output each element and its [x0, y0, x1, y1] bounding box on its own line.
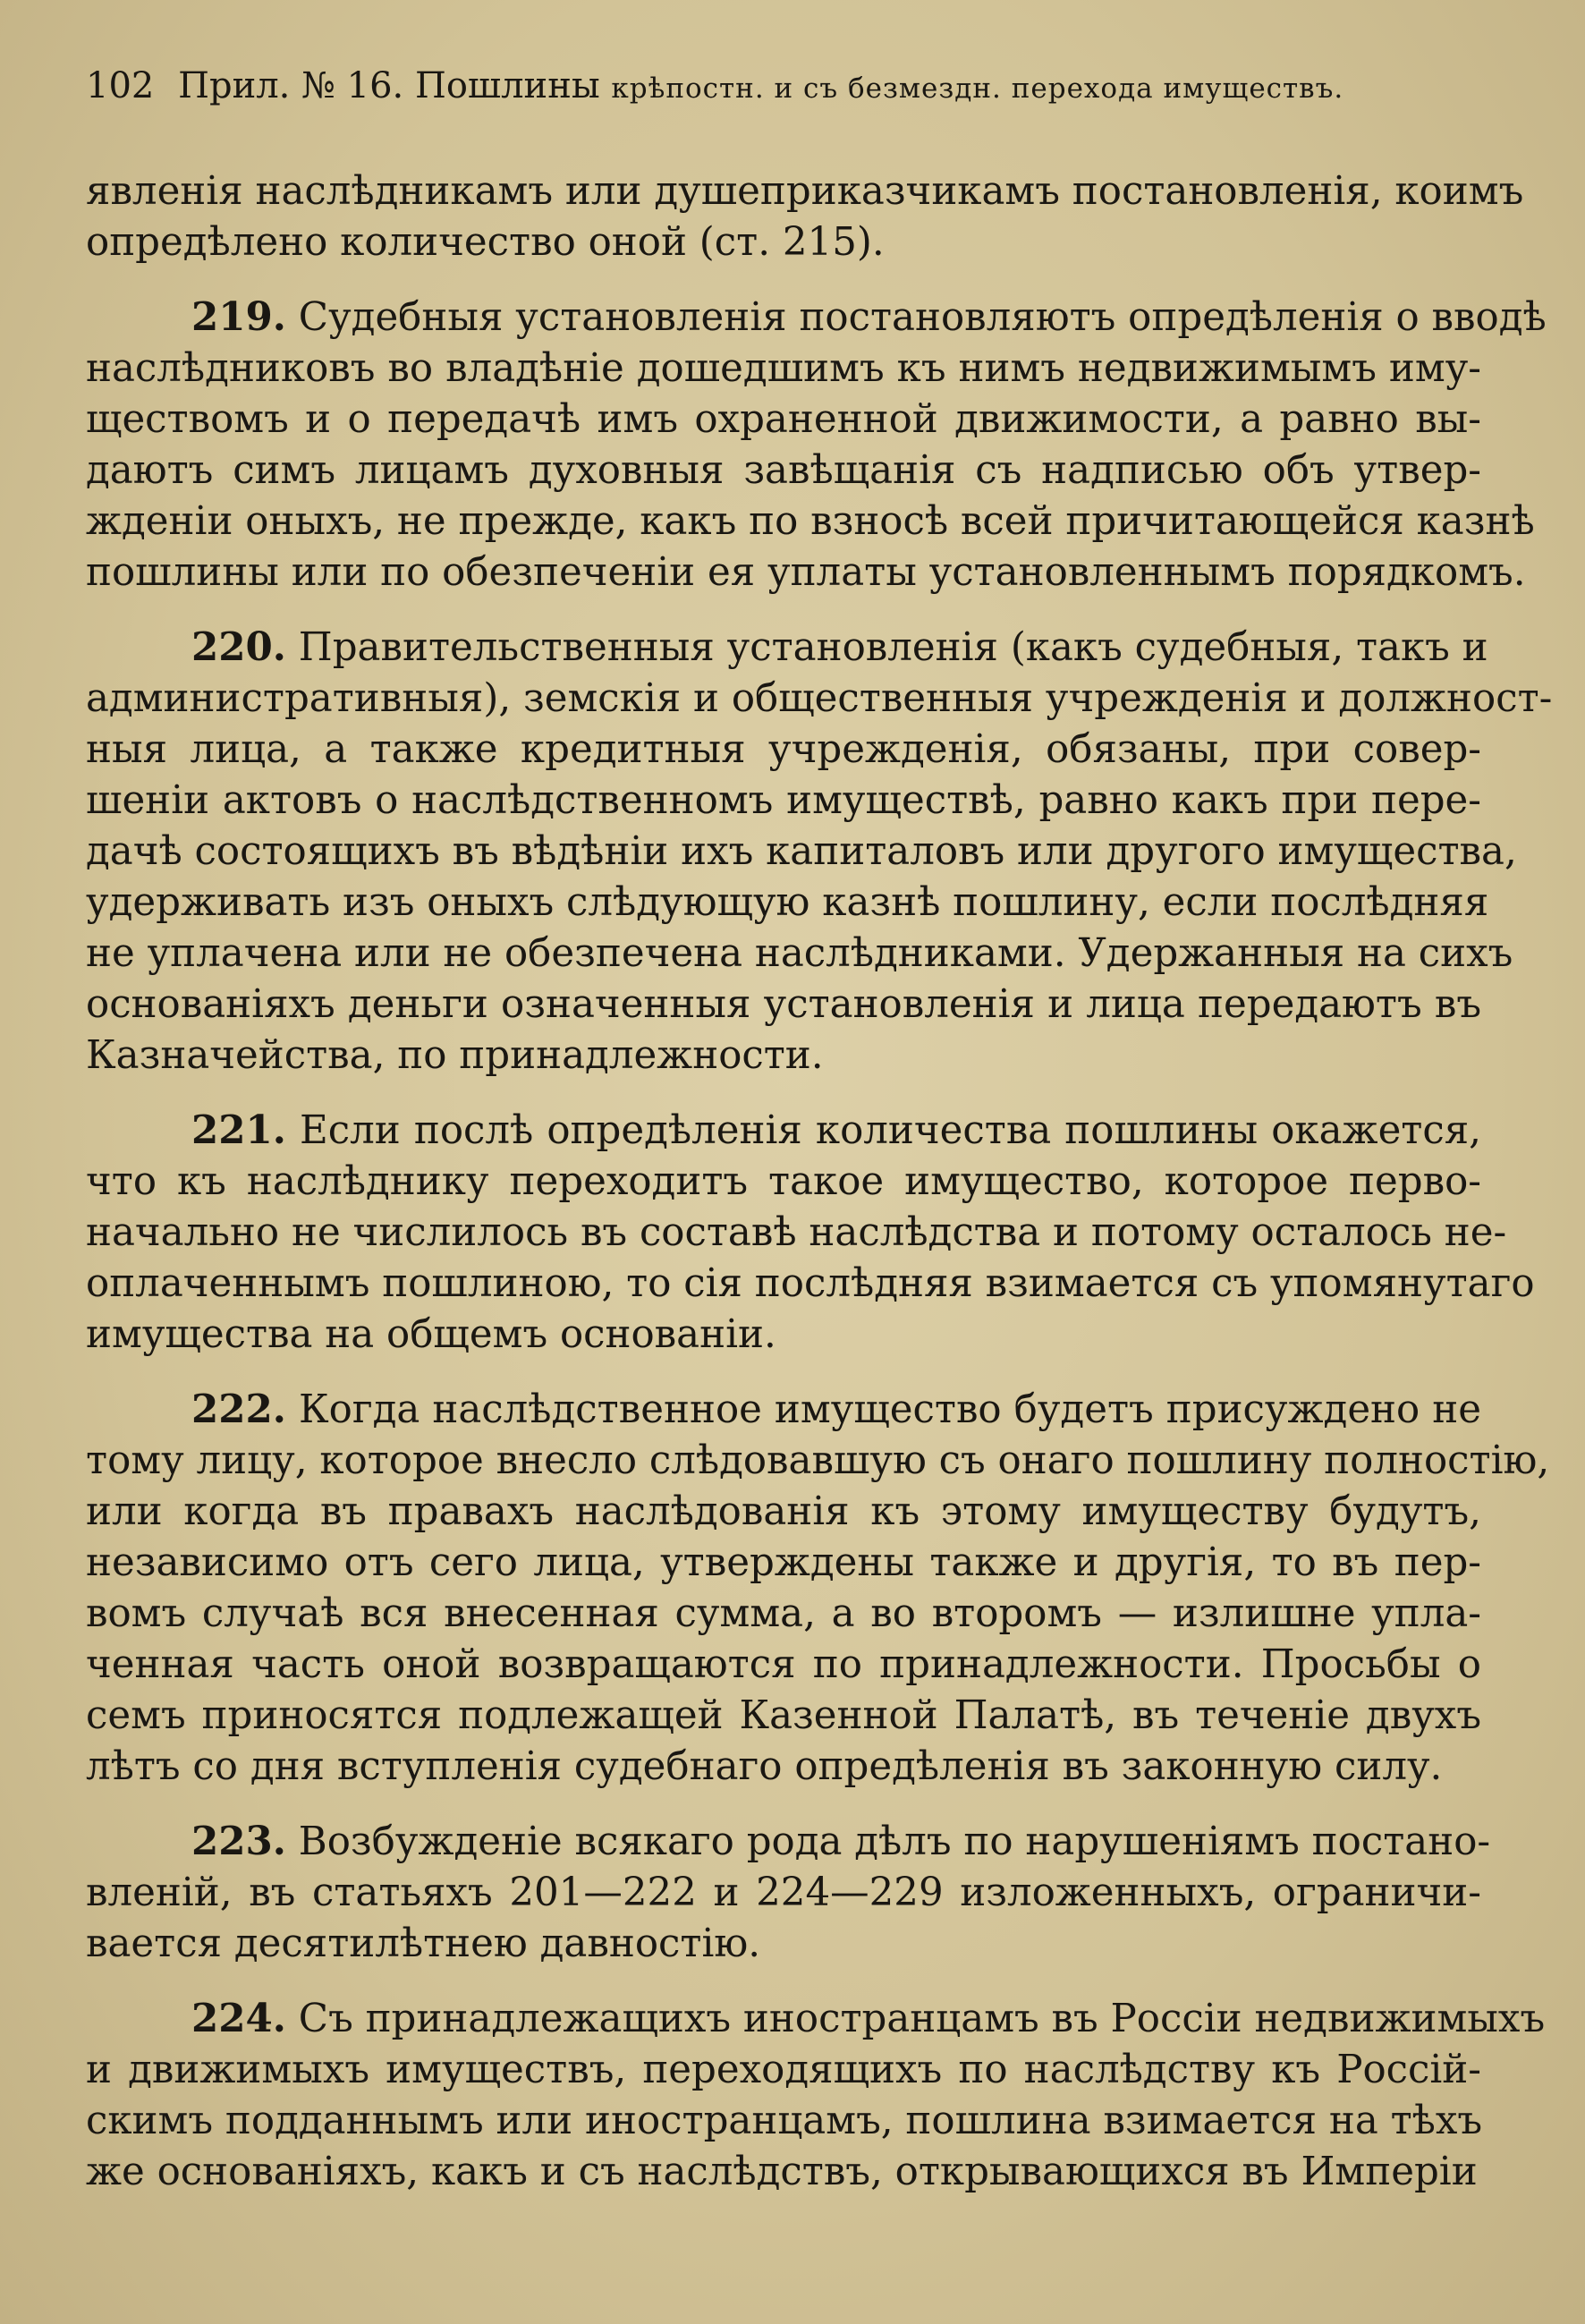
text-line: [86, 445, 1481, 496]
article-number: 221.: [191, 1107, 286, 1153]
line-text: ществомъ и о передачѣ имъ охраненной движимости, а равно вы-: [86, 397, 1481, 442]
article-number: 220.: [191, 624, 286, 670]
line-text: даютъ симъ лицамъ духовныя завѣщанія съ надписью объ утвер-: [86, 448, 1481, 493]
line-text: дачѣ состоящихъ въ вѣдѣніи ихъ капиталовъ или другого имущества,: [86, 829, 1517, 874]
text-line: [86, 1031, 1481, 1081]
text-line: [86, 1157, 1481, 1208]
text-line: [86, 292, 1547, 344]
line-text: вленій, въ статьяхъ 201—222 и 224—229 изложенныхъ, ограничи-: [86, 1870, 1481, 1915]
line-text: ченная часть оной возвращаются по принадлежности. Просьбы о: [86, 1642, 1481, 1687]
text-line: [86, 1436, 1550, 1487]
text-line: [86, 776, 1481, 827]
line-text: явленія наслѣдникамъ или душеприказчикамъ постановленія, коимъ: [86, 169, 1524, 214]
line-text: или когда въ правахъ наслѣдованія къ этому имуществу будутъ,: [86, 1489, 1481, 1534]
line-text: Казначейства, по принадлежности.: [86, 1033, 824, 1078]
text-line: [86, 1105, 1481, 1157]
text-line: [86, 1589, 1481, 1640]
paragraph-gap: [86, 268, 1481, 292]
line-text: наслѣдниковъ во владѣніе дошедшимъ къ нимъ недвижимымъ иму-: [86, 346, 1481, 391]
text-line: [86, 827, 1517, 878]
line-text: независимо отъ сего лица, утверждены также и другія, то въ пер-: [86, 1540, 1481, 1585]
text-line: [86, 2147, 1481, 2198]
line-text: шеніи актовъ о наслѣдственномъ имуществѣ, равно какъ при пере-: [86, 778, 1481, 823]
line-text: скимъ подданнымъ или иностранцамъ, пошлина взимается на тѣхъ: [86, 2099, 1483, 2143]
text-line: [86, 725, 1481, 776]
text-line: [86, 1487, 1481, 1538]
body-text: [86, 166, 1553, 2198]
paragraph-gap: [86, 1970, 1481, 1993]
text-line: [86, 1919, 1481, 1970]
paragraph-gap: [86, 1361, 1481, 1384]
article-219: [86, 292, 1547, 598]
line-text: пошлины или по обезпеченіи ея уплаты установленнымъ порядкомъ.: [86, 550, 1526, 595]
line-text: вомъ случаѣ вся внесенная сумма, а во второмъ — излишне упла-: [86, 1591, 1481, 1636]
line-text: тому лицу, которое внесло слѣдовавшую съ онаго пошлину полностію,: [86, 1438, 1550, 1483]
text-line: [86, 1259, 1535, 1310]
line-text: основаніяхъ деньги означенныя установленія и лица передаютъ въ: [86, 982, 1481, 1027]
line-text: Когда наслѣдственное имущество будетъ присуждено не: [298, 1387, 1481, 1432]
line-text: лѣтъ со дня вступленія судебнаго опредѣленія въ законную силу.: [86, 1744, 1443, 1789]
article-number: 222.: [191, 1387, 286, 1432]
line-text: Съ принадлежащихъ иностранцамъ въ Россіи недвижимыхъ: [298, 1997, 1546, 2041]
article-number: 219.: [191, 294, 286, 340]
text-line: [86, 217, 1481, 268]
article-221: [86, 1105, 1535, 1361]
line-text: же основаніяхъ, какъ и съ наслѣдствъ, открывающихся въ Имперіи: [86, 2150, 1478, 2194]
line-text: имущества на общемъ основаніи.: [86, 1312, 776, 1357]
text-line: [86, 1384, 1481, 1436]
line-text: вается десятилѣтнею давностію.: [86, 1921, 761, 1966]
text-line: [86, 929, 1513, 980]
article-222: [86, 1384, 1550, 1793]
line-text: Если послѣ опредѣленія количества пошлины окажется,: [300, 1108, 1482, 1153]
text-line: [86, 1691, 1481, 1742]
text-line: [86, 1640, 1481, 1691]
line-text: жденіи оныхъ, не прежде, какъ по взносѣ всей причитающейся казнѣ: [86, 499, 1535, 544]
article-number: 223.: [191, 1819, 286, 1864]
text-line: [86, 394, 1481, 445]
text-line: [86, 878, 1489, 929]
line-text: Судебныя установленія постановляютъ опредѣленія о вводѣ: [298, 295, 1547, 340]
article-224: [86, 1993, 1546, 2198]
text-line: [86, 1742, 1481, 1793]
text-line: [86, 1816, 1491, 1868]
line-text: начально не числилось въ составѣ наслѣдства и потому осталось не-: [86, 1210, 1507, 1255]
paragraph-gap: [86, 1081, 1481, 1105]
appendix-label: Прил. № 16.: [178, 65, 404, 106]
text-line: [86, 1868, 1481, 1919]
text-line: [86, 1208, 1507, 1259]
text-line: [86, 622, 1488, 674]
line-text: ныя лица, а также кредитныя учрежденія, обязаны, при совер-: [86, 727, 1481, 772]
article-number: 224.: [191, 1996, 286, 2041]
article-223: [86, 1816, 1491, 1970]
text-line: [86, 1993, 1546, 2045]
text-line: [86, 547, 1526, 598]
paragraph-gap: [86, 598, 1481, 622]
line-text: что къ наслѣднику переходитъ такое имущество, которое перво-: [86, 1159, 1481, 1204]
header-title-rest: крѣпостн. и съ безмездн. перехода имуществъ.: [611, 72, 1344, 105]
text-line: [86, 674, 1553, 725]
text-line: [86, 2096, 1481, 2147]
text-line: [86, 1310, 1481, 1361]
article-220: [86, 622, 1553, 1081]
text-line: [86, 2045, 1481, 2096]
line-text: не уплачена или не обезпечена наслѣдниками. Удержанныя на сихъ: [86, 931, 1513, 976]
text-line: [86, 496, 1535, 547]
line-text: и движимыхъ имуществъ, переходящихъ по наслѣдству къ Россій-: [86, 2048, 1481, 2092]
line-text: оплаченнымъ пошлиною, то сія послѣдняя взимается съ упомянутаго: [86, 1261, 1535, 1306]
running-header: [86, 59, 1490, 115]
page-number: 102: [86, 65, 155, 106]
header-title-start: Пошлины: [414, 65, 600, 106]
line-text: Правительственныя установленія (какъ судебныя, такъ и: [298, 625, 1488, 670]
line-text: семъ приносятся подлежащей Казенной Палатѣ, въ теченіе двухъ: [86, 1693, 1481, 1738]
text-line: [86, 1538, 1481, 1589]
paragraph-gap: [86, 1793, 1481, 1816]
article-continuation: [86, 166, 1524, 268]
line-text: опредѣлено количество оной (ст. 215).: [86, 220, 885, 265]
line-text: удерживать изъ оныхъ слѣдующую казнѣ пошлину, если послѣдняя: [86, 880, 1489, 925]
line-text: административныя), земскія и общественныя учрежденія и должност-: [86, 676, 1553, 721]
line-text: Возбужденіе всякаго рода дѣлъ по нарушеніямъ постано-: [298, 1819, 1491, 1864]
text-line: [86, 980, 1481, 1031]
text-line: [86, 344, 1481, 394]
text-line: [86, 166, 1524, 217]
